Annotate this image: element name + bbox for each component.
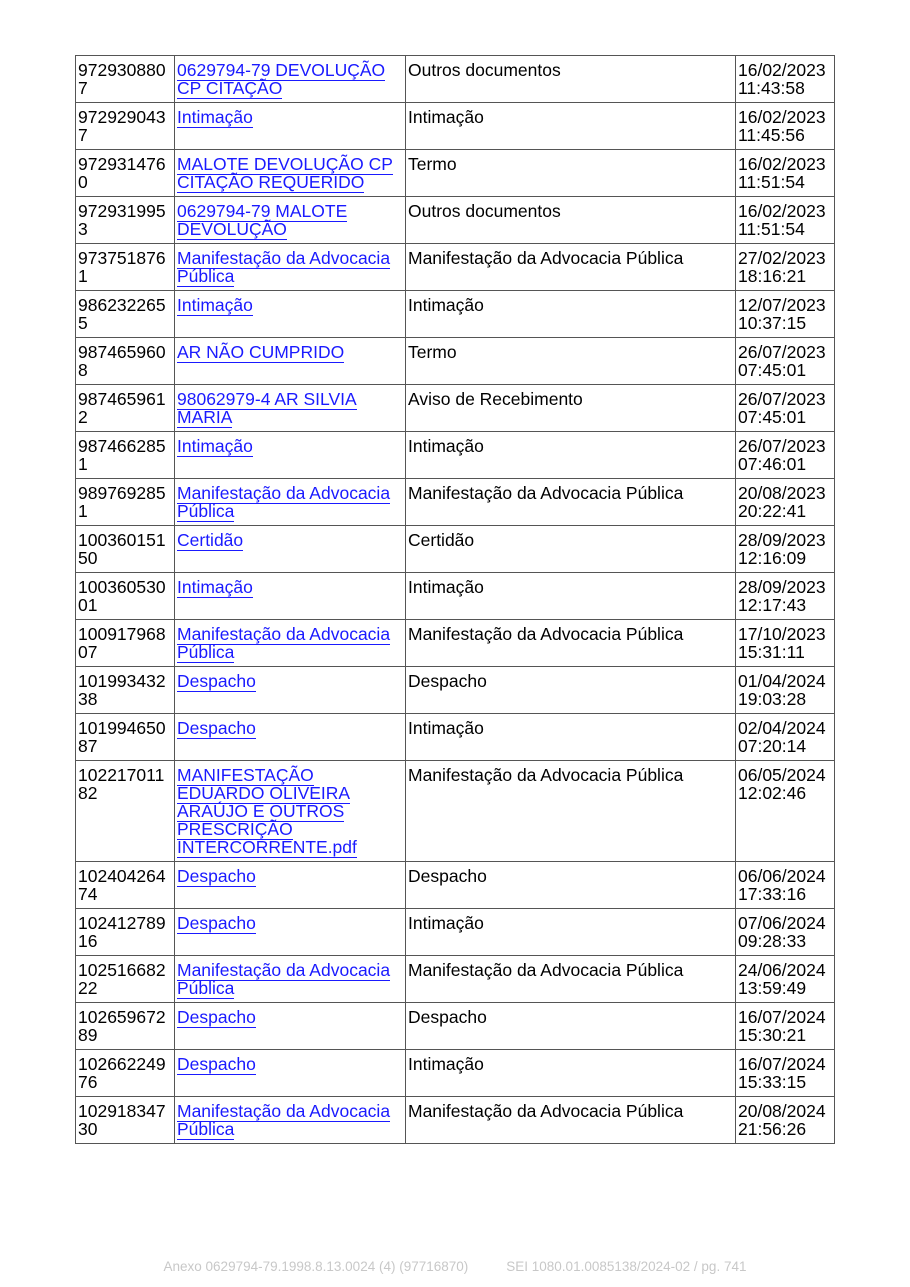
document-link[interactable]: Manifestação da Advocacia Pública <box>177 624 391 662</box>
document-id-part2: 22 <box>78 978 98 998</box>
document-date: 16/02/2023 <box>738 154 826 174</box>
document-link-cell <box>175 761 406 862</box>
document-link[interactable]: 0629794-79 MALOTE DEVOLUÇÃO <box>177 201 348 239</box>
document-id-part1: 102412789 <box>78 913 166 933</box>
document-id-cell <box>76 714 175 761</box>
document-id-part2: 82 <box>78 783 98 803</box>
document-type-cell <box>406 956 736 1003</box>
document-link-cell <box>175 1003 406 1050</box>
document-type-cell <box>406 620 736 667</box>
document-link[interactable]: Despacho <box>177 718 256 738</box>
document-date-cell <box>736 385 835 432</box>
table-row <box>76 1097 835 1144</box>
document-date: 16/02/2023 <box>738 201 826 221</box>
document-link[interactable]: Despacho <box>177 671 256 691</box>
document-type-cell <box>406 244 736 291</box>
document-type: Manifestação da Advocacia Pública <box>408 483 684 503</box>
table-row <box>76 667 835 714</box>
document-id-part2: 01 <box>78 595 98 615</box>
document-time: 19:03:28 <box>738 689 807 709</box>
document-type: Manifestação da Advocacia Pública <box>408 960 684 980</box>
document-date-cell <box>736 909 835 956</box>
document-id-part2: 89 <box>78 1025 98 1045</box>
document-date-cell <box>736 103 835 150</box>
document-link[interactable]: Intimação <box>177 107 253 127</box>
document-type: Despacho <box>408 866 487 886</box>
document-id-part2: 07 <box>78 642 98 662</box>
table-row <box>76 291 835 338</box>
footer-annex-reference: Anexo 0629794-79.1998.8.13.0024 (4) (97716870) <box>163 1259 469 1274</box>
document-id-part2: 1 <box>78 501 88 521</box>
document-link-cell <box>175 338 406 385</box>
document-type: Intimação <box>408 1054 484 1074</box>
table-row <box>76 956 835 1003</box>
document-link-cell <box>175 862 406 909</box>
document-link-cell <box>175 956 406 1003</box>
document-id-part1: 102918347 <box>78 1101 166 1121</box>
document-date-cell <box>736 338 835 385</box>
document-id-part2: 2 <box>78 407 88 427</box>
document-date-cell <box>736 714 835 761</box>
document-id-cell <box>76 432 175 479</box>
document-type: Outros documentos <box>408 201 561 221</box>
document-type: Manifestação da Advocacia Pública <box>408 624 684 644</box>
document-id-part2: 30 <box>78 1119 98 1139</box>
document-time: 15:31:11 <box>738 642 805 662</box>
document-date-cell <box>736 197 835 244</box>
document-type-cell <box>406 526 736 573</box>
document-date-cell <box>736 1003 835 1050</box>
document-id-part1: 986232265 <box>78 295 166 315</box>
document-link-cell <box>175 103 406 150</box>
document-link[interactable]: Despacho <box>177 866 256 886</box>
document-id-part1: 102217011 <box>78 765 165 785</box>
document-type: Manifestação da Advocacia Pública <box>408 765 684 785</box>
document-time: 21:56:26 <box>738 1119 807 1139</box>
document-id-part1: 972931995 <box>78 201 166 221</box>
documents-table-body <box>76 56 835 1144</box>
table-row <box>76 862 835 909</box>
document-link-cell <box>175 432 406 479</box>
table-row <box>76 56 835 103</box>
document-link[interactable]: Intimação <box>177 577 253 597</box>
document-link[interactable]: Certidão <box>177 530 244 550</box>
document-date: 02/04/2024 <box>738 718 826 738</box>
document-time: 13:59:49 <box>738 978 807 998</box>
document-type: Manifestação da Advocacia Pública <box>408 248 684 268</box>
document-date: 07/06/2024 <box>738 913 826 933</box>
document-id-cell <box>76 526 175 573</box>
document-type-cell <box>406 1003 736 1050</box>
document-id-cell <box>76 761 175 862</box>
document-id-part2: 3 <box>78 219 88 239</box>
document-link[interactable]: Manifestação da Advocacia Pública <box>177 960 391 998</box>
document-date: 28/09/2023 <box>738 530 826 550</box>
document-link-cell <box>175 385 406 432</box>
document-type: Intimação <box>408 577 484 597</box>
table-row <box>76 244 835 291</box>
document-id-cell <box>76 1003 175 1050</box>
document-time: 11:51:54 <box>738 219 805 239</box>
document-id-part1: 102404264 <box>78 866 166 886</box>
document-id-cell <box>76 56 175 103</box>
document-id-part1: 101994650 <box>78 718 166 738</box>
document-id-cell <box>76 573 175 620</box>
table-row <box>76 1003 835 1050</box>
document-link[interactable]: Despacho <box>177 1007 256 1027</box>
document-date-cell <box>736 56 835 103</box>
document-time: 10:37:15 <box>738 313 807 333</box>
document-id-part2: 74 <box>78 884 98 904</box>
document-time: 15:30:21 <box>738 1025 807 1045</box>
document-id-part1: 987465960 <box>78 342 166 362</box>
table-row <box>76 714 835 761</box>
document-link[interactable]: 98062979-4 AR SILVIA MARIA <box>177 389 357 427</box>
document-link-cell <box>175 1097 406 1144</box>
document-date-cell <box>736 862 835 909</box>
document-date-cell <box>736 620 835 667</box>
document-id-part1: 102662249 <box>78 1054 166 1074</box>
document-link[interactable]: Intimação <box>177 295 253 315</box>
document-type: Termo <box>408 154 457 174</box>
document-id-part1: 100360530 <box>78 577 166 597</box>
document-link-cell <box>175 573 406 620</box>
document-time: 12:16:09 <box>738 548 807 568</box>
document-date-cell <box>736 1050 835 1097</box>
document-id-part2: 7 <box>78 78 88 98</box>
document-time: 07:46:01 <box>738 454 807 474</box>
document-id-part1: 100917968 <box>78 624 166 644</box>
document-time: 11:43:58 <box>738 78 805 98</box>
document-date-cell <box>736 479 835 526</box>
document-time: 09:28:33 <box>738 931 807 951</box>
document-time: 11:45:56 <box>738 125 805 145</box>
document-id-part2: 76 <box>78 1072 98 1092</box>
document-type: Certidão <box>408 530 475 550</box>
document-date: 16/02/2023 <box>738 107 826 127</box>
document-date: 24/06/2024 <box>738 960 826 980</box>
document-id-part1: 987466285 <box>78 436 166 456</box>
document-time: 07:20:14 <box>738 736 807 756</box>
document-id-cell <box>76 620 175 667</box>
document-date: 26/07/2023 <box>738 436 826 456</box>
document-id-part2: 0 <box>78 172 88 192</box>
document-link-cell <box>175 291 406 338</box>
table-row <box>76 1050 835 1097</box>
document-type: Intimação <box>408 718 484 738</box>
document-date: 06/05/2024 <box>738 765 826 785</box>
table-row <box>76 338 835 385</box>
table-row <box>76 103 835 150</box>
document-time: 15:33:15 <box>738 1072 807 1092</box>
document-date-cell <box>736 1097 835 1144</box>
document-type: Intimação <box>408 295 484 315</box>
document-id-cell <box>76 1050 175 1097</box>
document-type-cell <box>406 338 736 385</box>
document-id-part1: 987465961 <box>78 389 166 409</box>
document-type-cell <box>406 103 736 150</box>
document-date: 26/07/2023 <box>738 389 826 409</box>
document-id-cell <box>76 385 175 432</box>
document-date-cell <box>736 244 835 291</box>
document-date-cell <box>736 667 835 714</box>
document-time: 07:45:01 <box>738 360 807 380</box>
document-date-cell <box>736 573 835 620</box>
document-date-cell <box>736 291 835 338</box>
document-id-cell <box>76 862 175 909</box>
table-row <box>76 432 835 479</box>
document-date: 12/07/2023 <box>738 295 826 315</box>
document-time: 18:16:21 <box>738 266 807 286</box>
document-id-part2: 38 <box>78 689 98 709</box>
document-id-part1: 972931476 <box>78 154 166 174</box>
document-link[interactable]: 0629794-79 DEVOLUÇÃO CP CITAÇÃO <box>177 60 386 98</box>
document-type: Despacho <box>408 1007 487 1027</box>
document-id-part2: 1 <box>78 266 88 286</box>
document-id-cell <box>76 150 175 197</box>
document-time: 11:51:54 <box>738 172 805 192</box>
table-row <box>76 479 835 526</box>
document-type-cell <box>406 714 736 761</box>
document-link[interactable]: Intimação <box>177 436 253 456</box>
document-link-cell <box>175 620 406 667</box>
document-link-cell <box>175 667 406 714</box>
document-link[interactable]: Manifestação da Advocacia Pública <box>177 1101 391 1139</box>
document-date: 16/02/2023 <box>738 60 826 80</box>
document-id-part2: 16 <box>78 931 98 951</box>
document-type: Despacho <box>408 671 487 691</box>
document-type-cell <box>406 291 736 338</box>
document-id-part2: 87 <box>78 736 98 756</box>
document-date-cell <box>736 761 835 862</box>
document-link[interactable]: AR NÃO CUMPRIDO <box>177 342 345 362</box>
document-time: 20:22:41 <box>738 501 807 521</box>
document-time: 17:33:16 <box>738 884 807 904</box>
document-time: 12:17:43 <box>738 595 807 615</box>
document-type: Intimação <box>408 436 484 456</box>
document-id-part1: 972929043 <box>78 107 166 127</box>
table-row <box>76 150 835 197</box>
document-type-cell <box>406 1050 736 1097</box>
document-link[interactable]: Manifestação da Advocacia Pública <box>177 248 391 286</box>
document-type-cell <box>406 573 736 620</box>
documents-table <box>75 55 835 1144</box>
document-date: 26/07/2023 <box>738 342 826 362</box>
document-id-cell <box>76 103 175 150</box>
document-id-part1: 102659672 <box>78 1007 166 1027</box>
document-link-cell <box>175 56 406 103</box>
document-link-cell <box>175 479 406 526</box>
document-time: 07:45:01 <box>738 407 807 427</box>
document-id-part2: 50 <box>78 548 98 568</box>
document-link[interactable]: Manifestação da Advocacia Pública <box>177 483 391 521</box>
document-id-part2: 7 <box>78 125 88 145</box>
document-link[interactable]: MALOTE DEVOLUÇÃO CP CITAÇÃO REQUERIDO <box>177 154 393 192</box>
document-id-cell <box>76 1097 175 1144</box>
document-date-cell <box>736 526 835 573</box>
document-link-cell <box>175 197 406 244</box>
document-type-cell <box>406 667 736 714</box>
document-id-cell <box>76 197 175 244</box>
document-link-cell <box>175 526 406 573</box>
document-type-cell <box>406 197 736 244</box>
document-link[interactable]: MANIFESTAÇÃO EDUARDO OLIVEIRA ARAÚJO E OUTROS PRESCRIÇÃO INTERCORRENTE.pdf <box>177 765 357 857</box>
document-date: 20/08/2024 <box>738 1101 826 1121</box>
document-id-cell <box>76 479 175 526</box>
document-date-cell <box>736 956 835 1003</box>
document-time: 12:02:46 <box>738 783 807 803</box>
document-type-cell <box>406 56 736 103</box>
table-row <box>76 909 835 956</box>
document-date: 16/07/2024 <box>738 1054 826 1074</box>
document-date: 20/08/2023 <box>738 483 826 503</box>
document-date: 28/09/2023 <box>738 577 826 597</box>
document-type-cell <box>406 150 736 197</box>
document-type: Manifestação da Advocacia Pública <box>408 1101 684 1121</box>
document-date: 01/04/2024 <box>738 671 826 691</box>
document-date-cell <box>736 150 835 197</box>
document-link-cell <box>175 150 406 197</box>
document-type: Termo <box>408 342 457 362</box>
document-date: 16/07/2024 <box>738 1007 826 1027</box>
document-type-cell <box>406 479 736 526</box>
table-row <box>76 573 835 620</box>
document-id-cell <box>76 667 175 714</box>
document-id-part1: 972930880 <box>78 60 166 80</box>
document-type: Intimação <box>408 107 484 127</box>
table-row <box>76 526 835 573</box>
document-link-cell <box>175 244 406 291</box>
document-type: Aviso de Recebimento <box>408 389 583 409</box>
footer-sei-page-reference: SEI 1080.01.0085138/2024-02 / pg. 741 <box>506 1259 747 1274</box>
document-link[interactable]: Despacho <box>177 1054 256 1074</box>
document-id-part1: 100360151 <box>78 530 166 550</box>
document-id-cell <box>76 956 175 1003</box>
table-row <box>76 385 835 432</box>
document-id-part1: 989769285 <box>78 483 166 503</box>
document-date: 06/06/2024 <box>738 866 826 886</box>
table-row <box>76 197 835 244</box>
document-id-part1: 101993432 <box>78 671 166 691</box>
document-type-cell <box>406 909 736 956</box>
document-date-cell <box>736 432 835 479</box>
document-type: Outros documentos <box>408 60 561 80</box>
document-id-cell <box>76 338 175 385</box>
document-link-cell <box>175 909 406 956</box>
document-id-cell <box>76 909 175 956</box>
document-id-part2: 1 <box>78 454 88 474</box>
document-id-part2: 8 <box>78 360 88 380</box>
document-id-part2: 5 <box>78 313 88 333</box>
table-row <box>76 761 835 862</box>
document-id-cell <box>76 244 175 291</box>
document-link-cell <box>175 714 406 761</box>
document-id-part1: 973751876 <box>78 248 166 268</box>
document-date: 27/02/2023 <box>738 248 826 268</box>
document-type-cell <box>406 1097 736 1144</box>
document-date: 17/10/2023 <box>738 624 826 644</box>
document-link[interactable]: Despacho <box>177 913 256 933</box>
document-type: Intimação <box>408 913 484 933</box>
document-type-cell <box>406 761 736 862</box>
document-type-cell <box>406 432 736 479</box>
table-row <box>76 620 835 667</box>
document-type-cell <box>406 385 736 432</box>
document-id-part1: 102516682 <box>78 960 166 980</box>
page-footer <box>0 1259 910 1274</box>
document-link-cell <box>175 1050 406 1097</box>
document-id-cell <box>76 291 175 338</box>
document-type-cell <box>406 862 736 909</box>
